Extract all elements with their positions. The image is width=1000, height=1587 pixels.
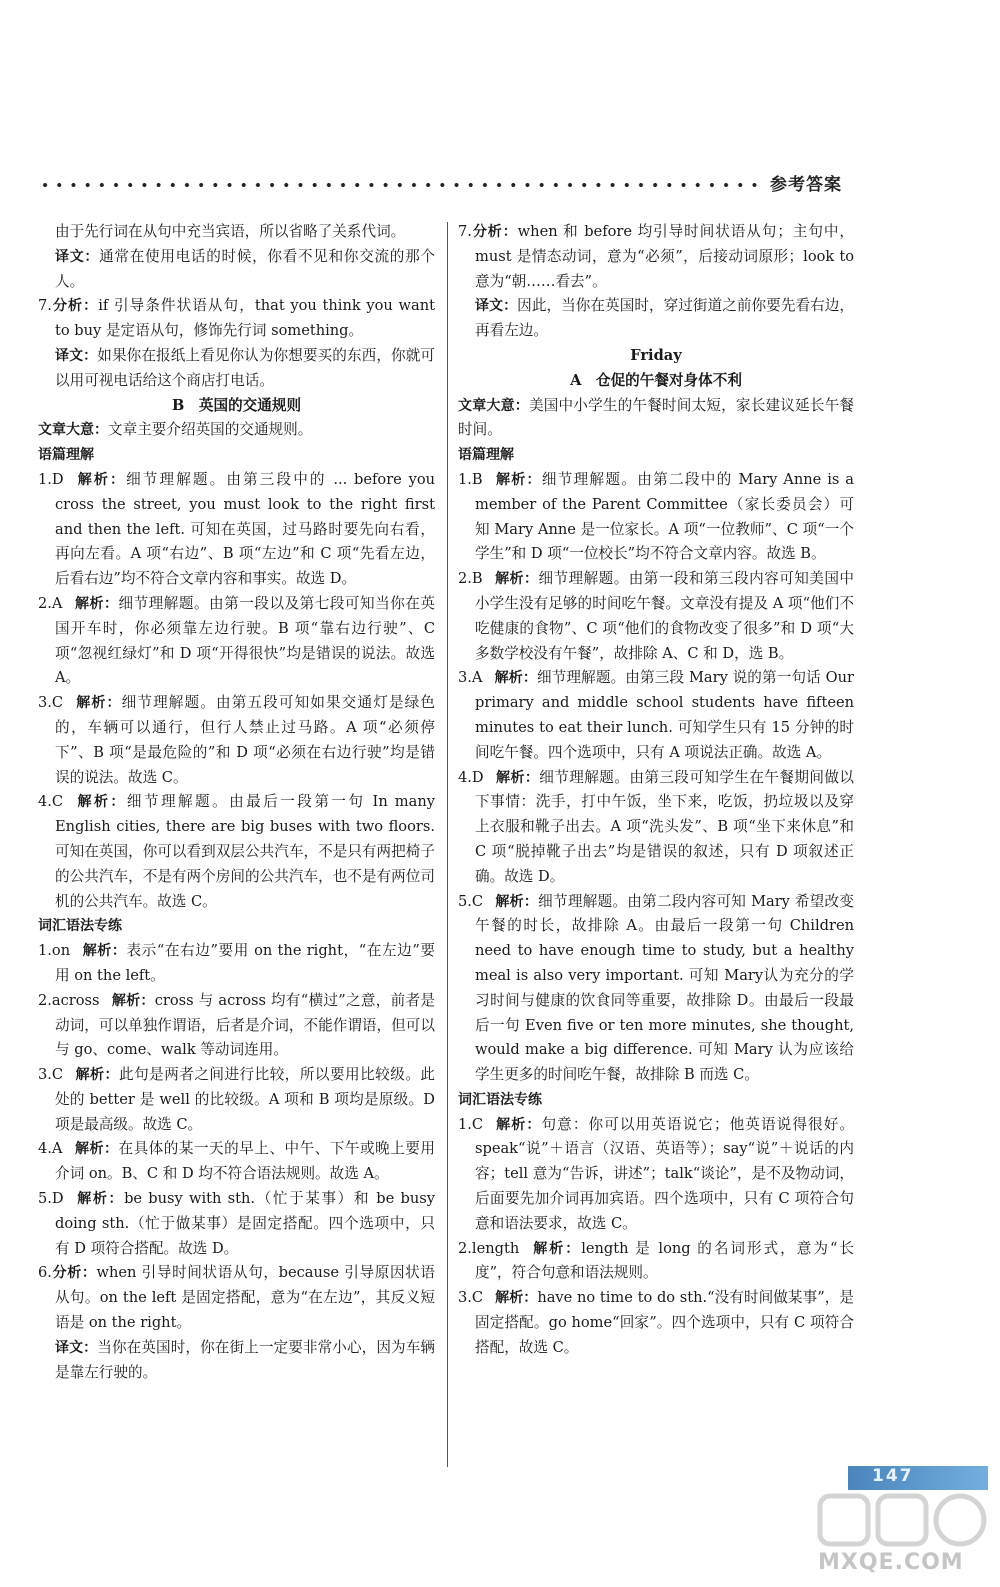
text: 通常在使用电话的时候，你看不见和你交流的那个人。 (55, 247, 435, 290)
label: 译文： (475, 298, 518, 315)
num: 4.A (38, 1140, 63, 1158)
label: 译文： (55, 248, 100, 265)
day-title: Friday (630, 346, 682, 364)
num: 1.B (458, 470, 483, 488)
num: 2.across (38, 991, 100, 1009)
label: 解析： (495, 769, 540, 786)
label: 解析： (494, 571, 539, 588)
right-r7-translation (458, 294, 854, 344)
right-q4 (458, 766, 854, 890)
right-summary (458, 394, 854, 444)
text: be busy with sth.（忙于某事）和 be busy doing sth.（忙于做某事）是固定搭配。四个选项中，只有 D 项符合搭配。故选 D。 (55, 1190, 436, 1257)
label: 解析： (494, 670, 537, 687)
num: 5.C (458, 892, 484, 910)
right-q3 (458, 666, 854, 765)
left-v6-translation (38, 1336, 435, 1386)
text: 细节理解题。由最后一段第一句 In many English cities, there are big buses with two floors. 可知在英国，你可以看到双层公共汽车，不是只有两把椅子的公共汽车，不是有两个房间的公共汽车，也不是有两位司机的公共汽车。故选 C。 (55, 793, 435, 910)
left-vocab-heading: 词汇语法专练 (38, 918, 122, 935)
label: 译文： (55, 347, 98, 364)
num: 2.A (38, 594, 63, 612)
text: 当你在英国时，你在街上一定要非常小心，因为车辆是靠左行驶的。 (55, 1338, 435, 1381)
label: 分析： (51, 1265, 97, 1282)
label: 解析： (494, 471, 542, 488)
num: 1.on (38, 942, 71, 960)
left-summary (38, 418, 435, 443)
label: 解析： (75, 1067, 119, 1084)
left-p4 (38, 344, 435, 394)
left-p1: 由于先行词在从句中充当宾语，所以省略了关系代词。 (55, 223, 406, 240)
left-v3 (38, 1063, 435, 1137)
column-divider (447, 222, 448, 1467)
text: 在具体的某一天的早上、中午、下午或晚上要用介词 on。B、C 和 D 均不符合语法规则。故选 A。 (55, 1140, 435, 1183)
left-q1 (38, 468, 435, 592)
label: 解析： (82, 943, 127, 960)
text: 细节理解题。由第一段和第三段内容可知美国中小学生没有足够的时间吃午餐。文章没有提及 A 项“他们不吃健康的食物”、C 项“他们的食物改变了很多”和 D 项“大多数学校没有午餐”，故排除 A、C 和 D，选 B。 (475, 570, 854, 662)
text: 此句是两者之间进行比较，所以要用比较级。此处的 better 是 well 的比较级。A 项和 B 项均是原级。D 项是最高级。故选 C。 (55, 1066, 435, 1133)
text: 表示“在右边”要用 on the right，“在左边”要用 on the left。 (55, 942, 435, 984)
num: 6. (38, 1264, 52, 1282)
label: 译文： (55, 1339, 98, 1356)
left-q4 (38, 790, 435, 914)
right-q2 (458, 567, 854, 666)
left-v1 (38, 939, 435, 989)
num: 1.D (38, 470, 64, 488)
left-q3 (38, 691, 435, 790)
num: 7. (458, 223, 472, 240)
right-q1 (458, 468, 854, 567)
section-a-title: A 仓促的午餐对身体不利 (570, 371, 742, 389)
num: 3.C (38, 694, 64, 712)
text: 细节理解题。由第三段中的 ... before you cross the street, you must look to the right first and then the left. 可知在英国，过马路时要先向右看，再向左看。A 项“右边”、B 项“左边”和 C 项“先看左边，后看右边”均不符合文章内容和事实。故选 D。 (55, 470, 436, 588)
text: 美国中小学生的午餐时间太短，家长建议延长午餐时间。 (458, 396, 854, 439)
num: 1.C (458, 1115, 484, 1133)
right-v1 (458, 1113, 854, 1237)
num: 3.A (458, 669, 483, 687)
text: 细节理解题。由第三段 Mary 说的第一句话 Our primary and middle school students have fifteen minutes to eat their lunch. 可知学生只有 15 分钟的时间吃午餐。四个选项中，只有 A 项说法正确。故选 A。 (475, 669, 855, 761)
text: 细节理解题。由第二段中的 Mary Anne is a member of the Parent Committee（家长委员会）可知 Mary Anne 是一位家长。A 项“一位教师”、C 项“一个学生”和 D 项“一位校长”均不符合文章内容。故选 B。 (475, 470, 854, 563)
num: 7. (38, 297, 52, 315)
num: 4.C (38, 793, 64, 811)
text: have no time to do sth.“没有时间做某事”，是固定搭配。go home“回家”。四个选项中，只有 C 项符合搭配，故选 C。 (475, 1289, 854, 1356)
right-v2 (458, 1237, 854, 1287)
left-p2 (38, 245, 435, 295)
label: 解析： (495, 1116, 542, 1133)
label: 解析： (75, 1191, 125, 1208)
right-vocab-heading: 词汇语法专练 (458, 1091, 542, 1108)
num: 2.B (458, 570, 483, 588)
left-v6 (38, 1261, 435, 1335)
text: 因此，当你在英国时，穿过街道之前你要先看右边，再看左边。 (475, 297, 854, 340)
num: 4.D (458, 768, 484, 786)
text: if 引导条件状语从句，that you think you want to buy 是定语从句，修饰先行词 something。 (55, 297, 435, 340)
right-q5 (458, 890, 854, 1088)
text: when 引导时间状语从句，because 引导原因状语从句。on the left 是固定搭配，意为“在左边”，其反义短语是 on the right。 (55, 1264, 435, 1332)
text: cross 与 across 均有“横过”之意，前者是动词，可以单独作谓语，后者是介词，不能作谓语，但可以与 go、come、walk 等动词连用。 (55, 991, 435, 1059)
left-column (38, 220, 435, 1385)
text: 细节理解题。由第二段内容可知 Mary 希望改变午餐的时长，故排除 A。由最后一段第一句 Children need to have enough time to study, but a healthy meal is also very important. 可知 Mary认为充分的学习时间与健康的饮食同等重要，故排除 D。由最后一段最后一句 Even five or ten more minutes, she thought, would make a big difference. 可知 Mary 认为应该给学生更多的时间吃午餐，故排除 B 而选 C。 (475, 892, 854, 1084)
num: 5.D (38, 1190, 64, 1208)
page-header-title: 参考答案 (770, 175, 842, 195)
label: 解析： (75, 695, 122, 712)
header-dotted-rule (38, 182, 758, 188)
label: 分析： (471, 224, 518, 240)
text: when 和 before 均引导时间状语从句；主句中，must 是情态动词，意为“必须”，后接动词原形；look to 意为“朝……看去”。 (475, 223, 855, 290)
label: 解析： (75, 471, 127, 488)
page-number: 147 (872, 1466, 914, 1486)
left-p3 (38, 294, 435, 344)
label: 解析： (111, 992, 155, 1009)
text: 细节理解题。由第一段以及第七段可知当你在英国开车时，你必须靠左边行驶。B 项“靠右边行驶”、C 项“忽视红绿灯”和 D 项“开得很快”均是错误的说法。故选 A。 (55, 594, 435, 687)
text: 细节理解题。由第五段可知如果交通灯是绿色的，车辆可以通行，但行人禁止过马路。A 项“必须停下”、B 项“是最危险的”和 D 项“必须在右边行驶”均是错误的说法。故选 C。 (55, 694, 435, 786)
num: 3.C (38, 1066, 64, 1084)
num: 3.C (458, 1289, 484, 1307)
watermark-text: MXQE.COM (818, 1550, 964, 1575)
label: 解析： (495, 893, 539, 910)
text: 如果你在报纸上看见你认为你想要买的东西，你就可以用可视电话给这个商店打电话。 (55, 346, 435, 389)
label: 解析： (74, 595, 119, 612)
left-v5 (38, 1187, 435, 1261)
label: 解析： (495, 1290, 538, 1307)
text: 文章主要介绍英国的交通规则。 (108, 421, 313, 439)
page-number-badge (848, 1466, 988, 1490)
text: length 是 long 的名词形式，意为“长度”，符合句意和语法规则。 (475, 1239, 855, 1282)
label: 解析： (74, 1141, 119, 1158)
left-v2 (38, 989, 435, 1063)
label: 分析： (51, 298, 99, 315)
label: 文章大意： (458, 397, 529, 414)
text: 细节理解题。由第三段可知学生在午餐期间做以下事情：洗手，打中午饭，坐下来，吃饭，扔垃圾以及穿上衣服和靴子出去。A 项“洗头发”、B 项“坐下来休息”和 C 项“脱掉靴子出去”均是错误的叙述，只有 D 项叙述正确。故选 D。 (475, 768, 854, 885)
right-column (458, 220, 854, 1361)
right-reading-heading: 语篇理解 (458, 447, 514, 464)
num: 2.length (458, 1239, 520, 1257)
right-v3 (458, 1286, 854, 1360)
right-r7 (458, 220, 854, 294)
section-b-title: B 英国的交通规则 (171, 396, 302, 414)
text: 句意：你可以用英语说它；他英语说得很好。speak“说”＋语言（汉语、英语等）；say“说”＋说话的内容；tell 意为“告诉，讲述”；talk“谈论”，是不及物动词，后面要先加介词再加宾语。四个选项中，只有 C 项符合句意和语法要求，故选 C。 (475, 1115, 854, 1232)
left-q2 (38, 592, 435, 691)
label: 解析： (75, 794, 127, 811)
label: 解析： (531, 1240, 582, 1257)
left-v4 (38, 1137, 435, 1187)
left-reading-heading: 语篇理解 (38, 447, 94, 464)
label: 文章大意： (38, 422, 108, 439)
